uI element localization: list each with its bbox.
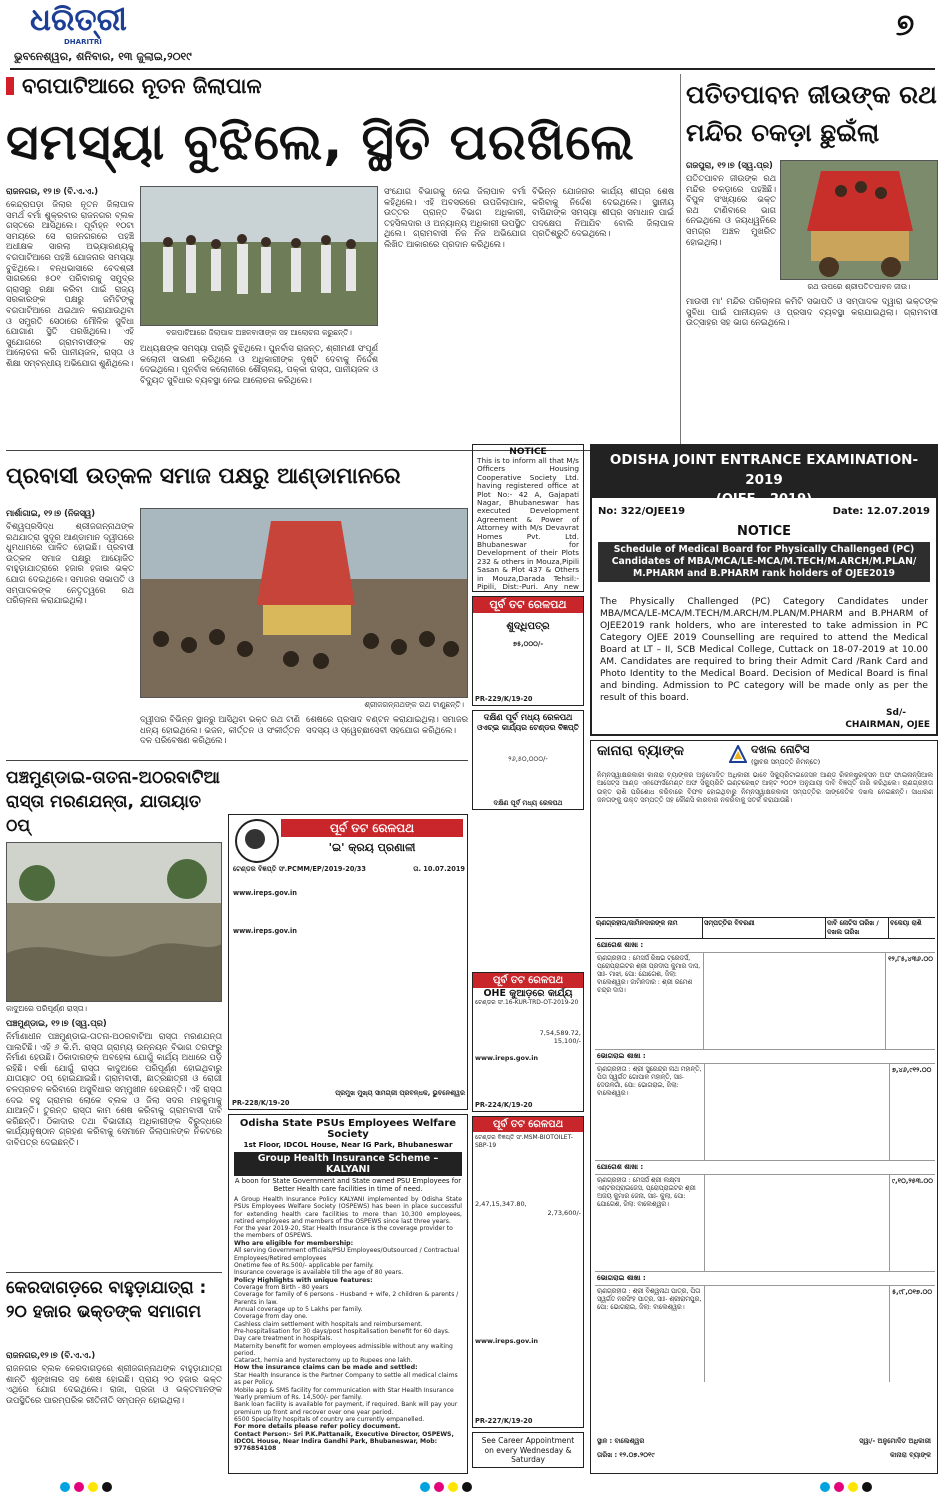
ojee-notice-label: NOTICE: [736, 524, 792, 539]
railway-logo-icon: [235, 819, 279, 863]
row-4-property: [705, 1286, 890, 1382]
col-head-property: ସମ୍ପତ୍ତିର ବିବରଣୀ: [703, 918, 826, 938]
kendrapara-body: ରାଜନଗର ବ୍ଲକ କେରଦାଗଡ଼ରେ ଶ୍ରୀଜଗନ୍ନାଥଙ୍କ ବାହୁଡ଼ାଯାତ୍ରା ଶାନ୍ତି ଶୃଙ୍ଖଳାର ସହ ଶେଷ ହୋଇଛି। ପ୍ରାୟ ୨୦ ହଜାର ଭକ୍ତ ଏଥିରେ ଯୋଗ ଦେଇଥିଲେ। ରାଜା, ପ୍ରଜା ଓ ଭକ୍ତମାନଙ୍କ ଉପସ୍ଥିତିରେ ପାରମ୍ପରିକ ରୀତିନୀତି ସମ୍ପନ୍ନ ହୋଇଥିଲା।: [6, 1363, 222, 1405]
register-mark-cyan: [60, 1482, 70, 1492]
railway-biotoilet-emd: 2,73,600/-: [547, 1208, 581, 1217]
railway-e-title: ପୂର୍ବ ତଟ ରେଳପଥ: [281, 819, 463, 837]
lead-col-3: ସଂଯୋଗ ବିଭାଗକୁ ନେଇ ଜିଲାପାଳ ବର୍ମା କହିଥିଲେ। ଏହି ଅବସରରେ ଉପଜିଲାପାଳ, ଉତ୍ତର ପ୍ରାନ୍ତ ବିଭାଗ ଅଧିକାରୀ, ତହସିଲଦାର ଓ ଅନ୍ୟାନ୍ୟ ଅଧିକାରୀ ଉପସ୍ଥିତ ଥିଲେ। ଗ୍ରାମବାସୀ ନିଜ ନିଜ ଅଭିଯୋଗ ଲିଖିତ ଆକାରରେ ପ୍ରଦାନ କରିଥିଲେ।: [384, 186, 526, 249]
rath-dateline: ଗଜପୁରା, ୧୨।୭ (ସ୍ୱ.ପ୍ର): [686, 160, 773, 170]
road-photo-mud: [7, 843, 222, 1002]
south-railway-title: ଦକ୍ଷିଣ ପୂର୍ବ ମଧ୍ୟ ରେଳପଥ: [483, 713, 573, 723]
lead-photo-caption: ବଗପାଟିଆରେ ଜିଲାପାଳ ଅଞ୍ଚଳବାସୀଙ୍କ ସହ ଆଲୋଚନା କରୁଛନ୍ତି।: [166, 328, 352, 337]
road-headline: ପଞ୍ଚମୁଣ୍ଡାଇ-ତାତନା-ଅଠରବାଟିଆ ରାସ୍ତା ମରଣଯନ୍ତା, ଯାତାୟାତ ଠପ୍: [6, 768, 220, 836]
ospews-intro: A Group Health Insurance Policy KALYANI implemented by Odisha State PSUs Employees Welfare Society (OSPEWS) has been in place successful for extending health care facilities to more than 10,300 employees, retired employees and members of the OSPEWS since last three years.: [234, 1196, 462, 1225]
lead-kicker: [6, 74, 666, 102]
railway-biotoilet-tender: ଟେଣ୍ଡର ବିଜ୍ଞପ୍ତି ସଂ.MSM-BIOTOILET-SBP-19: [475, 1134, 573, 1150]
andaman-col-1: ବିଶ୍ୱପ୍ରସିଦ୍ଧ ଶ୍ରୀଜଗନ୍ନାଥଙ୍କ ରଥଯାତ୍ରା ସୁଦୂର ଆଣ୍ଡାମାନ ଦ୍ୱୀପରେ ଧୁମଧାମରେ ପାଳିତ ହୋଇଛି। ପ୍ରବାସୀ ଉତ୍କଳ ସମାଜ ପକ୍ଷରୁ ଆୟୋଜିତ ବାହୁଡ଼ାଯାତ୍ରାରେ ହଜାର ହଜାର ଭକ୍ତ ଯୋଗ ଦେଇଥିଲେ। ସମାଜର ସଭାପତି ଓ ସମ୍ପାଦକଙ୍କ ନେତୃତ୍ୱରେ ରଥ ପରିଚାଳନା କରାଯାଇଥିଲା।: [6, 521, 134, 606]
lead-photo: [140, 186, 378, 326]
small-notice-body: This is to inform all that M/s Officers Housing Cooperative Society Ltd. having registered office at Plot No:- 42 A, Gajapati Nagar, Bhubaneswar has executed Development Agreement & Power of Attorney with M/s Devavrat Homes Pvt. Ltd. Bhubaneswar for Development of their Plots 232 & others in Mouza,Pipili Sasan & Plot 437 & Others in Mouza,Darada Tehsil:- Pipili, Dist:-Puri. Any new: [477, 456, 579, 592]
canara-triangle-icon: [729, 745, 747, 763]
lead-headline: ସମସ୍ୟା ବୁଝିଲେ, ସ୍ଥିତି ପରଖିଲେ: [6, 113, 635, 171]
table-row: [595, 1286, 935, 1382]
register-mark-magenta: [434, 1482, 444, 1492]
railway-e-notice-no: ଟେଣ୍ଡର ବିଜ୍ଞପ୍ତି ସଂ.PCMM/EP/2019-20/33: [233, 865, 366, 873]
ospews-feature-8: Maternity benefit for women employees admissible without any waiting period.: [234, 1342, 453, 1357]
ospews-eligible-2: Onetime fee of Rs.500/- applicable per family.: [234, 1261, 374, 1269]
railway-e-site-1[interactable]: www.ireps.gov.in: [233, 889, 297, 897]
ospews-feature-3: Annual coverage up to 5 Lakhs per family.: [234, 1306, 363, 1314]
register-mark-cyan: [420, 1482, 430, 1492]
register-mark-black: [102, 1482, 112, 1492]
masthead-rule: [10, 68, 935, 70]
newspaper-logo: ଧରିତ୍ରୀ: [30, 2, 127, 38]
row-2-amount: ୭,୪୬,୯୧୨.୦୦: [892, 1066, 932, 1074]
andaman-photo-caption: ଶ୍ରୀଜଗନ୍ନାଥଙ୍କ ରଥ ଟାଣୁଛନ୍ତି।: [364, 700, 464, 709]
table-row: [595, 1175, 935, 1272]
railway-ohe-tender: ଟେଣ୍ଡର ସଂ.16-KUR-TRD-OT-2019-20: [475, 999, 579, 1006]
canara-intro: ନିମ୍ନସ୍ୱାକ୍ଷରକାରୀ କାନାରା ବ୍ୟାଙ୍କର ଅନୁମୋଦିତ ଅଧିକାରୀ ଭାବେ ସିକ୍ୟୁରିଟାଇଜେସନ ଆଣ୍ଡ ରିକନଷ୍ଟ୍ରକ୍ସନ ଅଫ ଫାଇନାନ୍ସିଆଲ ଆସେଟ୍ସ ଆଣ୍ଡ ଏନଫୋର୍ସମେଣ୍ଟ ଅଫ ସିକ୍ୟୁରିଟି ଇଣ୍ଟରେଷ୍ଟ ଆକ୍ଟ ୨୦୦୨ ଅନୁଯାୟୀ ଦାବି ବିଜ୍ଞପ୍ତି ଜାରି କରିଥିଲେ। ଋଣଗ୍ରହୀତା ଉକ୍ତ ରାଶି ପରିଶୋଧ କରିବାରେ ବିଫଳ ହୋଇଥିବାରୁ ନିମ୍ନସ୍ୱାକ୍ଷରକାରୀ ସମ୍ପତ୍ତିର ସାଙ୍କେତିକ ଦଖଲ ନେଇଛନ୍ତି। ସାଧାରଣ ଜନତାଙ୍କୁ ଉକ୍ତ ସମ୍ପତ୍ତି ସହ କୌଣସି କାରବାର ନକରିବାକୁ ସତର୍କ କରାଯାଉଛି।: [597, 771, 933, 804]
register-mark-magenta: [74, 1482, 84, 1492]
railway-biotoilet-ref: PR-227/K/19-20: [475, 1416, 533, 1425]
railway-corrigendum-subtitle: ଶୁଦ୍ଧିପତ୍ର: [506, 621, 550, 632]
ospews-features-head: Policy Highlights with unique features:: [234, 1276, 373, 1284]
railway-biotoilet: [472, 1116, 584, 1428]
canara-branch-3: ଯୋଗେଶ ଶାଖା :: [595, 1161, 935, 1175]
register-mark-black: [462, 1482, 472, 1492]
register-mark-yellow: [848, 1482, 858, 1492]
railway-ohe: [472, 972, 584, 1112]
col-head-name: ଋଣଗ୍ରହୀତା/ଜାମିନଦାରଙ୍କ ନାମ: [595, 918, 703, 938]
ospews-year-line: For the year 2019-20, Star Health Insurance is the coverage provider to the members of OSPEWS.: [234, 1225, 453, 1240]
rath-headline: ପତିତପାବନ ଜୀଉଙ୍କ ରଥ ମନ୍ଦିର ଚକଡ଼ା ଛୁଇଁଲା: [686, 80, 937, 147]
canara-bank-sign: କାନାରା ବ୍ୟାଙ୍କ: [890, 1451, 931, 1459]
ospews-feature-5: Cashless claim settlement with hospitals and reimbursement.: [234, 1320, 423, 1328]
row-3-amount: ୯,୧୦,୨୫୩.୦୦: [891, 1177, 933, 1185]
south-railway-ref: ଦକ୍ଷିଣ ପୂର୍ବ ମଧ୍ୟ ରେଳପଥ: [493, 798, 563, 807]
canara-table: [595, 917, 935, 1428]
andaman-photo-crowd: [141, 509, 468, 698]
kendrapara-headline: କେରଦାଗଡ଼ରେ ବାହୁଡ଼ାଯାତ୍ରା : ୨୦ ହଜାର ଭକ୍ତଙ୍କ ସମାଗମ: [6, 1278, 207, 1322]
rath-col-2: ମାଉସୀ ମା' ମନ୍ଦିର ପରିଚାଳନା କମିଟି ସଭାପତି ଓ ସମ୍ପାଦକ ଦ୍ୱାରା ଭକ୍ତଙ୍କ ସୁବିଧା ପାଇଁ ପାନୀୟଜଳ ଓ ପ୍ରସାଦ ବ୍ୟବସ୍ଥା କରାଯାଇଥିଲା। ଗ୍ରାମବାସୀ ଉତ୍ସାହର ସହ ଭାଗ ନେଇଥିଲେ।: [686, 296, 938, 328]
railway-e-ref: PR-228/K/19-20: [232, 1098, 290, 1107]
ospews-ad: [228, 1114, 468, 1474]
railway-corrigendum-title: ପୂର୍ବ ତଟ ରେଳପଥ: [473, 597, 583, 613]
canara-notice-title: ଦଖଲ ନୋଟିସ: [751, 743, 810, 756]
col-head-date: ଦାବି ନୋଟିସ ତାରିଖ / ଦଖଲ ତାରିଖ: [826, 918, 889, 938]
row-2-property: [705, 1064, 890, 1160]
railway-e-procurement: [228, 814, 468, 1110]
ospews-eligible-3: Insurance coverage is available till the age of 80 years.: [234, 1269, 404, 1277]
ospews-claim-1: Star Health Insurance is the Partner Company to settle all medical claims as per Policy.: [234, 1372, 458, 1387]
ospews-feature-4: Coverage from day one.: [234, 1313, 308, 1321]
ospews-claim-4: Bank loan facility is available for payment, if required. Bank will pay your premium up front and recover over one year period.: [234, 1401, 458, 1416]
canara-table-head: [595, 918, 935, 939]
ospews-tagline: A boon for State Government and State owned PSU Employees for Better Health care facilities in time of need.: [234, 1177, 462, 1193]
railway-ohe-ref: PR-224/K/19-20: [475, 1100, 533, 1109]
lead-col-2: ଅଧ୍ୟକ୍ଷଙ୍କ ସମସ୍ୟା ପଚାରି ବୁଝିଥିଲେ। ପୁନର୍ବାସ ରାଜନ୍ତ, ଶ୍ରୀମଣୀ ସଂପୂର୍ଣ କଲୋନୀ ସାରଣୀ କରିଥିଲେ ଓ ଅଧିକାରୀଙ୍କ ଦୃଷ୍ଟି ଦେବାକୁ ନିର୍ଦ୍ଦେଶ ଦେଇଥିଲେ। ପୂନର୍ବାସ କଲୋନୀରେ ଶୌଚାଳୟ, ପକ୍କା ରାସ୍ତା, ପାନୀୟଜଳ ଓ ବିଦ୍ୟୁତ ସୁବିଧାର ବ୍ୟବସ୍ଥା ନେଇ ଆଲୋଚନା କରିଥିଲେ।: [140, 343, 378, 385]
railway-biotoilet-value: 2,47,15,347.80,: [475, 1200, 527, 1209]
andaman-col-2: ଦ୍ୱୀପର ବିଭିନ୍ନ ସ୍ଥାନରୁ ଆସିଥିବା ଭକ୍ତ ରଥ ଟାଣି ଧନ୍ୟ ହୋଇଥିଲେ। ଭଜନ, କୀର୍ତ୍ତନ ଓ ସଂକୀର୍ତ୍ତନ ଦଳ ପରିବେଷଣ କରିଥିଲେ।: [140, 714, 300, 746]
road-dateline: ପଞ୍ଚମୁଣ୍ଡାଇ, ୧୨।୭ (ସ୍ୱ.ପ୍ର): [6, 1018, 107, 1028]
ojee-signatory: CHAIRMAN, OJEE: [845, 720, 930, 730]
railway-ohe-emd: 15,100/-: [553, 1037, 581, 1046]
canara-branch-4: ଭୋଗରାଇ ଶାଖା :: [595, 1272, 935, 1286]
road-body: ନିର୍ମାଣାଧୀନ ପଞ୍ଚମୁଣ୍ଡାଇ-ତାତନା-ଅଠରବାଟିଆ ରାସ୍ତା ମରଣଯନ୍ତା ପାଲଟିଛି। ଏହି ୬ କି.ମି. ରାସ୍ତା ଗ୍ରାମ୍ୟ ଉନ୍ନୟନ ବିଭାଗ ତରଫରୁ ନିର୍ମାଣ ହେଉଛି। ଠିକାଦାରଙ୍କ ଅବହେଳା ଯୋଗୁଁ କାର୍ଯ୍ୟ ଅଧାରେ ପଡ଼ି ରହିଛି। ବର୍ଷା ଯୋଗୁଁ ରାସ୍ତା କାଦୁଅରେ ପରିପୂର୍ଣ୍ଣ ହୋଇଥିବାରୁ ଯାତାୟାତ ଠପ୍ ହୋଇଯାଇଛି। ଗ୍ରାମବାସୀ, ଛାତ୍ରଛାତ୍ରୀ ଓ ରୋଗୀ ଚଳପ୍ରଚଳ କରିବାରେ ଅସୁବିଧାର ସମ୍ମୁଖୀନ ହେଉଛନ୍ତି। ଏହି ରାସ୍ତା ଦେଇ ବହୁ ଗ୍ରାମର ଲୋକେ ବ୍ଲକ ଓ ଜିଲା ସଦର ମହକୁମାକୁ ଯାଆନ୍ତି। ତୁରନ୍ତ ରାସ୍ତା କାମ ଶେଷ କରିବାକୁ ଗ୍ରାମବାସୀ ଦାବି କରିଛନ୍ତି। ଠିକାଦାର ତଥା ବିଭାଗୀୟ ଅଧିକାରୀଙ୍କ ବିରୁଦ୍ଧରେ କାର୍ଯ୍ୟାନୁଷ୍ଠାନ ଗ୍ରହଣ କରିବାକୁ ସେମାନେ ଜିଲାପାଳଙ୍କ ନିକଟରେ ଦାବିପତ୍ର ଦେଇଛନ୍ତି।: [6, 1031, 222, 1147]
kendrapara-dateline: ରାଜନଗର,୧୨।୭ (ବି.ଏ.ଏ.): [6, 1350, 96, 1360]
ojee-date: Date: 12.07.2019: [832, 506, 930, 517]
andaman-photo: [140, 508, 468, 698]
south-railway-subtitle: ଓଏଚ୍‌ଇ କାର୍ଯ୍ୟର ଟେଣ୍ଡର ବିଜ୍ଞପ୍ତି: [477, 723, 579, 732]
row-1-property: [704, 953, 887, 1049]
canara-branch-1: ଯୋଗେଶ ଶାଖା :: [595, 939, 935, 953]
small-notice: [472, 444, 584, 592]
ojee-subtitle: (OJEE - 2019): [715, 492, 813, 507]
andaman-col-3: ଶେଷରେ ପ୍ରସାଦ ବଣ୍ଟନ କରାଯାଇଥିଲା। ସମାଜର ସଦସ୍ୟ ଓ ସ୍ୱେଚ୍ଛାସେବୀ ସହଯୋଗ କରିଥିଲେ।: [306, 714, 468, 735]
print-register-strip: [0, 1478, 945, 1497]
lead-photo-figures: [141, 187, 378, 326]
railway-corrigendum-ref: PR-229/K/19-20: [475, 694, 533, 703]
ospews-title: Odisha State PSUs Employees Welfare Society: [239, 1118, 457, 1140]
lead-dateline: ରାଜନଗର, ୧୨।୭ (ବି.ଏ.ଏ.): [6, 186, 99, 196]
row-4-amount: ୫,୯୮,୦୧୭.୦୦: [892, 1288, 933, 1296]
kicker-marker: [6, 77, 14, 95]
lead-col-1: କେନ୍ଦ୍ରାପଡ଼ା ଜିଲାର ନୂତନ ଜିଲାପାଳ ସମର୍ଥ ବର୍ମା ଶୁକ୍ରବାର ରାଜନଗର ବ୍ଲକ ଗସ୍ତରେ ଆସିଥିଲେ। ପୂର୍ବାହ୍ନ ୧୦ଟା ସମୟରେ ସେ ରାଜନଗରରେ ପହଞ୍ଚି ଅଧୀକ୍ଷକ ସାରଲା ଅଭ୍ୟାରଣ୍ୟକୁ ବଗପାଟିଆରେ ପହଞ୍ଚି ଯୋଜନାର ସମସ୍ୟା ବୁଝିଥିଲେ। ବନ୍ଧଭାସାରେ ବେଦଶ୍ରୀ ସାଗରରେ ୫୦୧ ପରିବାରକୁ ସମୁଦ୍ର ଗ୍ରାସରୁ ରକ୍ଷା କରିବା ପାଇଁ ରାଜ୍ୟ ସରକାରଙ୍କ ପକ୍ଷରୁ ଜମିଟିଙ୍କୁ ବଗପାଟିଆରେ ଥଇଥାନ କରାଯାଉଥିବା ଓ ସମ୍ପ୍ରତି ସେଠାରେ ମୌଳିକ ସୁବିଧା ଯୋଗାଣ ସ୍ଥିତି ପରଖିଥିଲେ। ଏହି ସୁଯୋଗରେ ଗ୍ରାମବାସୀଙ୍କ ସହ ଆଲୋଚନା କରି ପାନୀୟଜଳ, ରାସ୍ତା ଓ ଶିକ୍ଷା ସମ୍ବନ୍ଧୀୟ ଅଭିଯୋଗ ଶୁଣିଥିଲେ।: [6, 199, 134, 368]
row-2-name: ଋଣଗ୍ରହୀତା : ଶ୍ରୀ ସୁରେନ୍ଦ୍ର ନାଥ ମହାନ୍ତି, ପିତା ସ୍ୱର୍ଗତ ଗୋପାଳ ମହାନ୍ତି, ସାଃ- ଦେଉଳଗାଁ, ପୋ: ଭୋଗରାଇ, ଜିଲା: ବାଲେଶ୍ୱର।: [595, 1064, 705, 1160]
small-notice-title: NOTICE: [509, 447, 547, 457]
ospews-claim-3: Yearly premium of Rs. 14,500/- per family.: [234, 1393, 363, 1401]
page-number: ୭: [895, 8, 915, 43]
railway-ohe-value: 7,54,589.72,: [539, 1029, 581, 1038]
ospews-feature-9: Cataract, hernia and hysterectomy up to Rupees one lakh.: [234, 1357, 413, 1365]
ospews-feature-7: Day care treatment in hospitals.: [234, 1335, 333, 1343]
table-row: [595, 1064, 935, 1161]
ospews-feature-2: Coverage for family of 6 persons - Husband + wife, 2 children & parents / Parents in law.: [234, 1291, 459, 1306]
ospews-eligible-1: All serving Government officials/PSU Employees/Outsourced / Contractual Employees/Retired employees: [234, 1247, 460, 1262]
row-4-name: ଋଣଗ୍ରହୀତା : ଶ୍ରୀ ବିଶ୍ୱନାଥ ପାତ୍ର, ପିତା ସ୍ୱର୍ଗତ ନରସିଂହ ପାତ୍ର, ସାଃ- ଶ୍ରୀରାମପୁର, ପୋ: ଭୋଗରାଇ, ଜିଲା: ବାଲେଶ୍ୱର।: [595, 1286, 705, 1382]
kicker-text: ବଗପାଟିଆରେ ନୂତନ ଜିଲାପାଳ: [22, 74, 262, 98]
ojee-no: No: 322/OJEE19: [598, 506, 686, 517]
rule-kendrapara: [6, 1272, 222, 1273]
rule-road: [6, 760, 468, 761]
ospews-feature-6: Pre-hospitalisation for 30 days/post hospitalisation benefit for 60 days.: [234, 1327, 450, 1335]
register-mark-yellow: [448, 1482, 458, 1492]
row-3-name: ଋଣଗ୍ରହୀତା : ମେସର୍ସ ଶ୍ରୀ ଲକ୍ଷ୍ମୀ ଏଣ୍ଟରପ୍ରାଇଜେସ, ପ୍ରୋପ୍ରାଇଟର ଶ୍ରୀ ଅଜୟ କୁମାର ଜେନା, ସାଃ- କୁଲା, ପୋ: ଯୋଗେଶ, ଜିଲା: ବାଲେଶ୍ୱର।: [595, 1175, 705, 1271]
ojee-title: ODISHA JOINT ENTRANCE EXAMINATION-2019: [609, 452, 919, 488]
ojee-schedule: Schedule of Medical Board for Physically Challenged (PC) Candidates of MBA/MCA/LE-MCA/M.TECH/M.ARCH/M.PLAN/ M.PHARM and B.PHARM rank holders of OJEE2019: [598, 542, 930, 582]
canara-place: ସ୍ଥାନ : ବାଲେଶ୍ୱର: [597, 1437, 645, 1445]
canara-sign: ସ୍ୱା/- ଅନୁମୋଦିତ ଅଧିକାରୀ: [859, 1437, 931, 1445]
railway-corrigendum: [472, 596, 584, 706]
ospews-contact: Contact Person:- Sri P.K.Pattanaik, Executive Director, OSPEWS, IDCOL House, Near Indira Gandhi Park, Bhubaneswar, Mob: 9776854108: [234, 1430, 454, 1453]
col-rule-lead: [680, 74, 681, 449]
railway-e-subtitle: 'ଇ' କ୍ରୟ ପ୍ରଣାଳୀ: [328, 841, 416, 854]
canara-logo-icon: [729, 745, 747, 763]
railway-e-sign: ପ୍ରମୁଖ ମୁଖ୍ୟ ସାମଗ୍ରୀ ପ୍ରବନ୍ଧକ, ଭୁବନେଶ୍ୱର: [335, 1088, 465, 1097]
ospews-claims-head: How the insurance claims can be made and settled:: [234, 1364, 418, 1372]
logo-subtitle: DHARITRI: [64, 38, 102, 46]
register-mark-magenta: [834, 1482, 844, 1492]
ospews-claim-5: 6500 Speciality hospitals of country are currently empanelled.: [234, 1415, 425, 1423]
canara-date: ତାରିଖ : ୧୨.୦୭.୨୦୧୯: [597, 1451, 655, 1459]
railway-e-notice-date: ତା. 10.07.2019: [413, 865, 465, 873]
andaman-headline: ପ୍ରବାସୀ ଉତ୍କଳ ସମାଜ ପକ୍ଷରୁ ଆଣ୍ଡାମାନରେ: [6, 464, 401, 489]
railway-e-site-2[interactable]: www.ireps.gov.in: [233, 927, 297, 935]
railway-biotoilet-site[interactable]: www.ireps.gov.in: [475, 1336, 539, 1345]
rath-col-1: ପତିତପାବନ ଜୀଉଙ୍କ ରଥ ମନ୍ଦିର ଚକଡ଼ାରେ ପହଞ୍ଚିଛି। ବିପୁଳ ସଂଖ୍ୟାରେ ଭକ୍ତ ରଥ ଟାଣିବାରେ ଭାଗ ନେଇଥିଲେ ଓ ଜୟଧ୍ୱନିରେ ସମଗ୍ର ଅଞ୍ଚଳ ମୁଖରିତ ହୋଇଥିଲା।: [686, 173, 776, 247]
ospews-eligible-head: Who are eligible for membership:: [234, 1239, 354, 1247]
ospews-address: 1st Floor, IDCOL House, Near IG Park, Bhubaneswar: [243, 1140, 453, 1149]
canara-notice: [590, 740, 938, 1474]
register-mark-yellow: [88, 1482, 98, 1492]
andaman-dateline: ମାର୍ଶାଗାଇ, ୧୨।୭ (ନିଜସ୍ୱ): [6, 508, 96, 518]
railway-ohe-subtitle: OHE କୁଆଡ଼ରେ କାର୍ଯ୍ୟ: [483, 988, 573, 999]
row-1-amount: ୧୨,୮୫,୪୩୬.୦୦: [888, 955, 933, 963]
col-head-amount: ବକେୟା ରାଶି: [890, 919, 922, 927]
ojee-header: [592, 446, 936, 507]
row-3-property: [705, 1175, 890, 1271]
lead-col-4: ବିଭିନ୍ନ ଯୋଜନାର କାର୍ଯ୍ୟ ଶୀଘ୍ର ଶେଷ କରିବାକୁ ନିର୍ଦ୍ଦେଶ ଦେଇଥିଲେ। ସ୍ଥାନୀୟ ବାସିନ୍ଦାଙ୍କ ସମସ୍ୟା ଶୀଘ୍ର ସମାଧାନ ପାଇଁ ପଦକ୍ଷେପ ନିଆଯିବ ବୋଲି ଜିଲାପାଳ ପ୍ରତିଶ୍ରୁତି ଦେଇଥିଲେ।: [532, 186, 674, 239]
ospews-footer-head: For more details please refer policy document.: [234, 1423, 401, 1431]
rath-photo-chariot: [781, 161, 938, 280]
road-photo-caption: କାଦୁଅରେ ପରିପୂର୍ଣ୍ଣ ରାସ୍ତା।: [6, 1004, 87, 1013]
row-1-name: ଋଣଗ୍ରହୀତା : ମେସର୍ସ ରିଷଭ ଟ୍ରେଡର୍ସ, ପ୍ରୋପ୍ରାଇଟର ଶ୍ରୀ ପ୍ରଦୀପ କୁମାର ଦାସ, ସାଃ- ମାଝୀ, ପୋ: ଯୋଗେଶ, ଜିଲା: ବାଲେଶ୍ୱର। ଜାମିନଦାର : ଶ୍ରୀ ରମେଶ ଚନ୍ଦ୍ର ଦାସ।: [595, 953, 704, 1049]
canara-branch-2: ଭୋଗରାଇ ଶାଖା :: [595, 1050, 935, 1064]
ojee-notice: [590, 444, 938, 736]
ojee-sd: Sd/-: [886, 708, 906, 718]
register-mark-cyan: [820, 1482, 830, 1492]
railway-ohe-title: ପୂର୍ବ ତଟ ରେଳପଥ: [473, 973, 583, 988]
south-railway-tender: [472, 710, 584, 810]
canara-brand: କାନାରା ବ୍ୟାଙ୍କ: [597, 743, 685, 759]
canara-notice-sub: (ସ୍ଥାବର ସମ୍ପତ୍ତି ନିମନ୍ତେ): [751, 758, 821, 766]
register-mark-black: [862, 1482, 872, 1492]
railway-biotoilet-title: ପୂର୍ବ ତଟ ରେଳପଥ: [473, 1117, 583, 1132]
masthead: [0, 0, 945, 72]
career-note: See Career Appointment on every Wednesday & Saturday: [472, 1432, 584, 1468]
rath-photo-caption: ରଥ ଉପରେ ଶ୍ରୀପତିତପାବନ ଜୀଉ।: [807, 282, 911, 291]
railway-ohe-site[interactable]: www.ireps.gov.in: [475, 1053, 539, 1062]
road-photo: [6, 842, 222, 1002]
dateline: ଭୁବନେଶ୍ୱର, ଶନିବାର, ୧୩ ଜୁଲାଇ,୨୦୧୯: [14, 50, 192, 63]
ojee-body: The Physically Challenged (PC) Category Candidates under MBA/MCA/LE-MCA/M.TECH/M.ARCH/M.PLAN/M.PHARM and B.PHARM of OJEE2019 rank holders, who are interested to take admission in PC Category OJEE 2019 Counselling are required to attend the Medical Board at LT – II, SCB Medical College, Cuttack on 18-07-2019 at 10.00 AM. Candidates are required to bring their Admit Card /Rank Card and Photo Identity to the Medical Board. Decision of Medical Board is final and binding. Admission to PC category will be made only as per the result of this board.: [600, 597, 928, 703]
rath-photo: [780, 160, 938, 280]
ospews-feature-1: Coverage from Birth - 80 years: [234, 1284, 329, 1292]
ospews-scheme: Group Health Insurance Scheme – KALYANI: [234, 1152, 462, 1176]
railway-corrigendum-amount: ୭୫,୦୦୦/-: [512, 640, 544, 648]
ospews-claim-2: Mobile app & SMS facility for communication with Star Health Insurance: [234, 1386, 454, 1394]
south-railway-amount: ୨୬,୫୦,୦୦୦/-: [508, 755, 548, 763]
table-row: [595, 953, 935, 1050]
